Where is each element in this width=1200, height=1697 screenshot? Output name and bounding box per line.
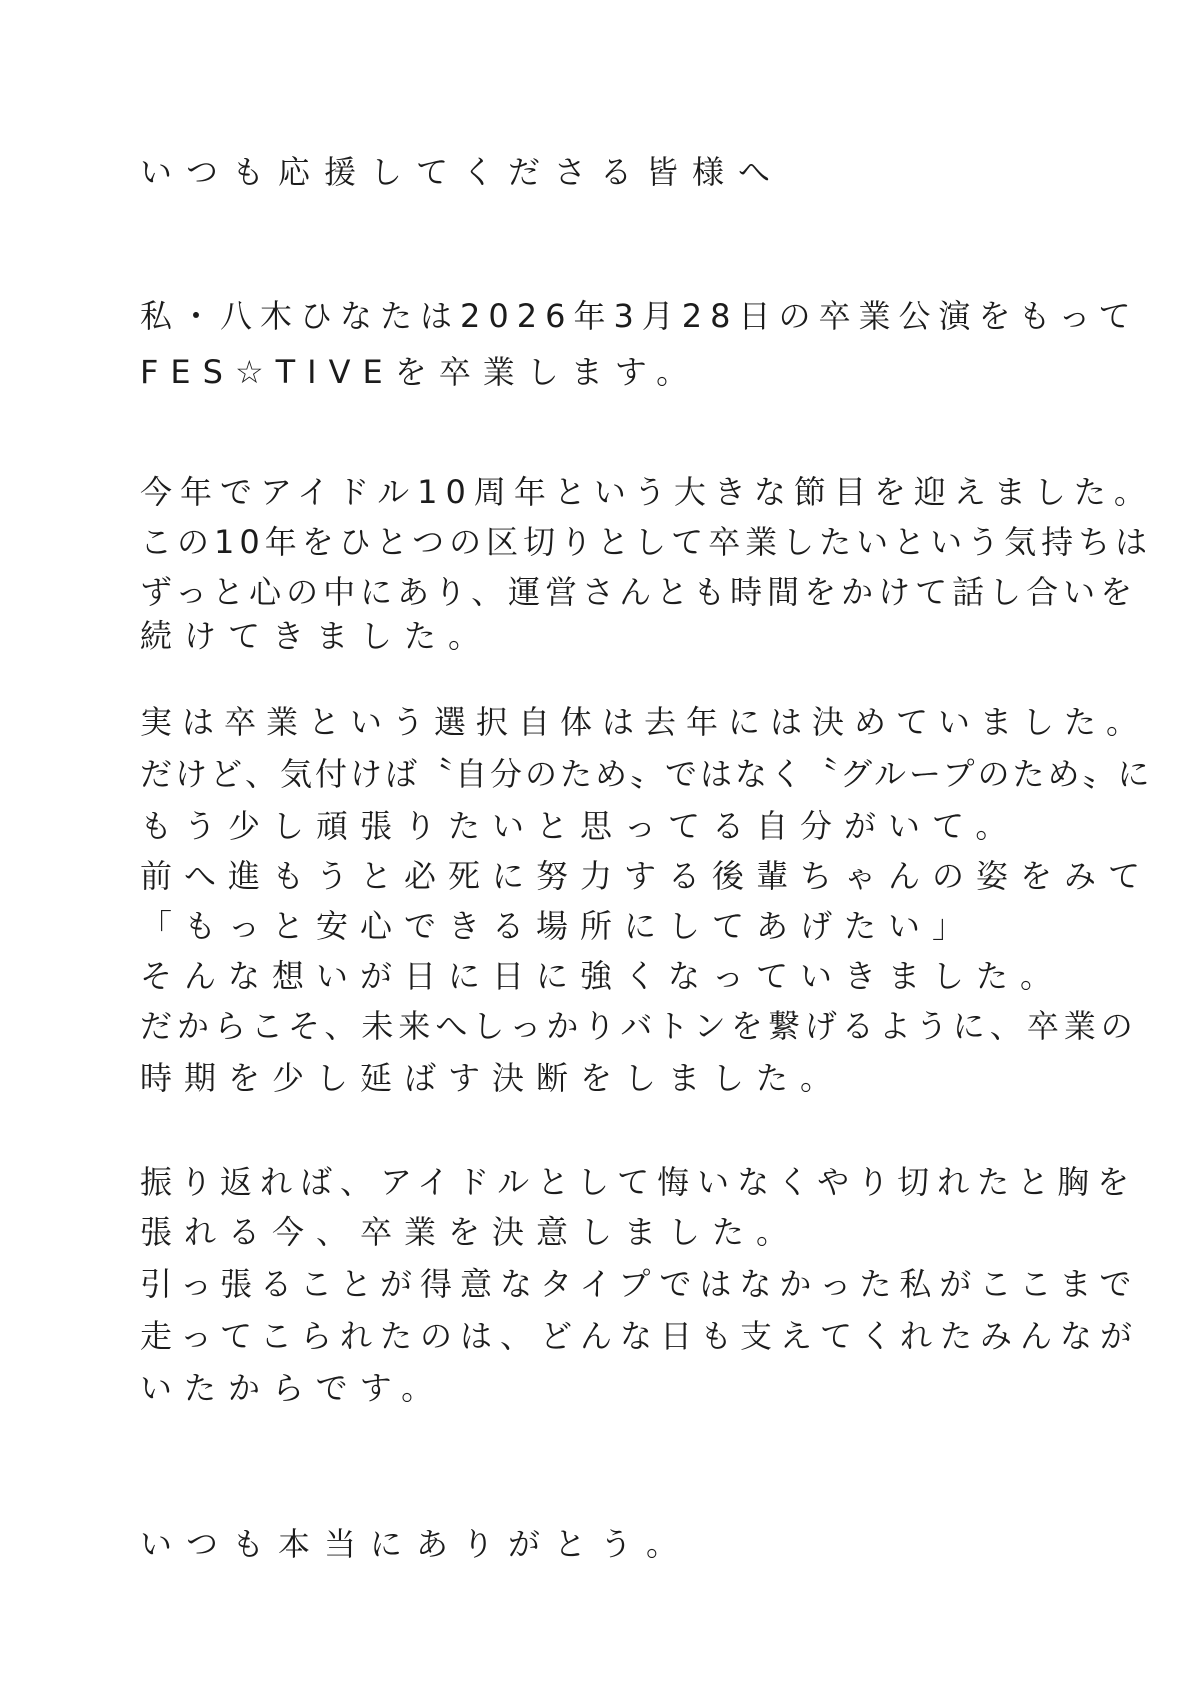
letter-line: 引っ張ることが得意なタイプではなかった私がここまで (140, 1265, 1140, 1303)
letter-line: もう少し頑張りたいと思ってる自分がいて。 (140, 807, 1020, 845)
letter-line: 走ってこられたのは、どんな日も支えてくれたみんなが (140, 1317, 1141, 1355)
letter-line: FES☆TIVEを卒業します。 (140, 353, 701, 391)
letter-line: 今年でアイドル10周年という大きな節目を迎えました。 (140, 473, 1154, 511)
letter-line: 張れる今、卒業を決意しました。 (140, 1213, 801, 1251)
letter-line: 振り返れば、アイドルとして悔いなくやり切れたと胸を (140, 1163, 1138, 1201)
letter-line: 私・八木ひなたは2026年3月28日の卒業公演をもって (140, 297, 1139, 335)
letter-line: 実は卒業という選択自体は去年には決めていました。 (140, 703, 1149, 741)
letter-closing: いつも本当にありがとう。 (140, 1525, 693, 1563)
letter-line: 前へ進もうと必死に努力する後輩ちゃんの姿をみて (140, 857, 1153, 895)
letter-line: 「もっと安心できる場所にしてあげたい」 (140, 907, 977, 945)
letter-line: そんな想いが日に日に強くなっていきました。 (140, 957, 1065, 995)
letter-line: いたからです。 (140, 1369, 446, 1407)
letter-line: 時期を少し延ばす決断をしました。 (140, 1059, 845, 1097)
letter-salutation: いつも応援してくださる皆様へ (140, 153, 785, 191)
letter-line: 続けてきました。 (140, 617, 493, 655)
letter-line: ずっと心の中にあり、運営さんとも時間をかけて話し合いを (140, 573, 1138, 611)
letter-line: だからこそ、未来へしっかりバトンを繋げるように、卒業の (140, 1007, 1138, 1045)
letter-line: だけど、気付けば〝自分のため〟ではなく〝グループのため〟に (140, 755, 1153, 793)
letter-line: この10年をひとつの区切りとして卒業したいという気持ちは (140, 523, 1153, 561)
